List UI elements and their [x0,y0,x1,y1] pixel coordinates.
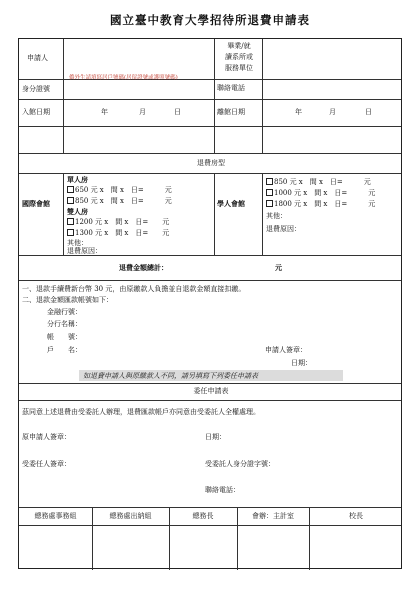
id-label: 身分證號 [22,85,50,93]
single-option[interactable]: 650 元 x 間 x 日= 元 [67,185,172,195]
row-divider [19,173,401,174]
checkout-label: 離館日期 [217,108,245,116]
col-divider [214,173,215,255]
approval-director: 總務長 [192,512,214,520]
account-label: 帳 號： [47,333,82,341]
single-option[interactable]: 850 元 x 間 x 日= 元 [67,196,172,206]
row-divider [19,280,401,281]
department-label: 服務單位 [225,64,253,72]
intl-other: 其他： [67,239,88,247]
student-option[interactable]: 1800 元 x 間 x 日= 元 [266,199,375,209]
delegation-statement: 茲同意上述退費由受委託人辦理，退費匯款帳戶亦同意由受委託人全權處理。 [22,408,260,416]
student-option[interactable]: 1000 元 x 間 x 日= 元 [266,188,375,198]
double-option[interactable]: 1300 元 x 間 x 日= 元 [67,228,169,238]
row-divider [19,99,401,100]
col-divider [63,39,64,153]
double-room-label: 雙人房 [67,207,88,216]
checkbox-icon[interactable] [67,218,74,225]
total-label: 退費金額總計： [119,263,168,272]
row-divider [19,525,401,526]
approval-cashier: 總務處出納組 [109,512,152,520]
col-divider [262,39,263,153]
bank-label: 金融行號： [47,308,82,316]
department-label: 讀系所或 [225,53,253,61]
single-room-label: 單人房 [67,175,88,184]
approval-accounting: 會辦：主計室 [252,512,294,520]
department-label: 畢業/就 [227,42,251,50]
col-divider [63,173,64,255]
row-divider [19,126,401,127]
date-month: 月 [329,108,336,116]
row-divider [19,507,401,508]
student-other: 其他： [266,212,287,220]
orig-sign-label: 原申請人簽章： [22,433,71,441]
checkbox-icon[interactable] [67,197,74,204]
col-divider [262,173,263,255]
approval-president: 校長 [349,512,363,520]
form-title: 國立臺中教育大學招待所退費申請表 [110,13,310,27]
checkin-label: 入館日期 [22,108,50,116]
agent-phone-label: 聯絡電話： [205,486,240,494]
row-divider [19,153,401,154]
applicant-sign-label: 申請人簽章： [265,346,307,354]
date-day: 日 [174,108,181,116]
intl-reason: 退費原因： [67,247,102,255]
agent-sign-label: 受委任人簽章： [22,460,71,468]
date-year: 年 [101,108,108,116]
applicant-label: 申請人 [27,54,48,62]
student-hall-label: 學人會館 [217,199,245,208]
note-line-1: 一、退款手續費新台幣 30 元，由原繳款人負擔並自退款金額直接扣繳。 [22,285,246,293]
total-unit: 元 [275,263,282,272]
branch-label: 分行名稱： [47,320,82,328]
applicant-date-label: 日期： [291,359,312,367]
room-section-header: 退費房型 [197,159,225,167]
col-divider [214,39,215,153]
checkbox-icon[interactable] [266,189,273,196]
form-frame [18,38,402,569]
delegation-date-label: 日期： [205,433,226,441]
id-note: 僑外生請填寫居戶號碼(居留證號或護照號碼) [69,75,178,81]
row-divider [214,79,401,80]
note-line-2: 二、退款金額匯款帳號如下： [22,296,113,304]
row-divider [19,400,401,401]
date-month: 月 [139,108,146,116]
intl-hall-label: 國際會館 [22,199,50,208]
row-divider [19,383,401,384]
date-day: 日 [365,108,372,116]
checkbox-icon[interactable] [266,178,273,185]
student-reason: 退費原因： [266,225,301,233]
checkbox-icon[interactable] [67,229,74,236]
checkbox-icon[interactable] [266,200,273,207]
phone-label: 聯絡電話 [217,84,245,92]
double-option[interactable]: 1200 元 x 間 x 日= 元 [67,217,169,227]
agent-id-label: 受委託人身分證字號： [205,460,275,468]
student-option[interactable]: 850 元 x 間 x 日= 元 [266,177,371,187]
delegation-header: 委任申請表 [193,387,229,395]
holder-label: 戶 名： [47,346,82,354]
delegation-notice: 如退費申請人與原繳款人不同，請另填寫下列委任申請表 [83,372,258,380]
checkbox-icon[interactable] [67,186,74,193]
approval-general-affairs: 總務處事務組 [34,512,77,520]
date-year: 年 [295,108,302,116]
